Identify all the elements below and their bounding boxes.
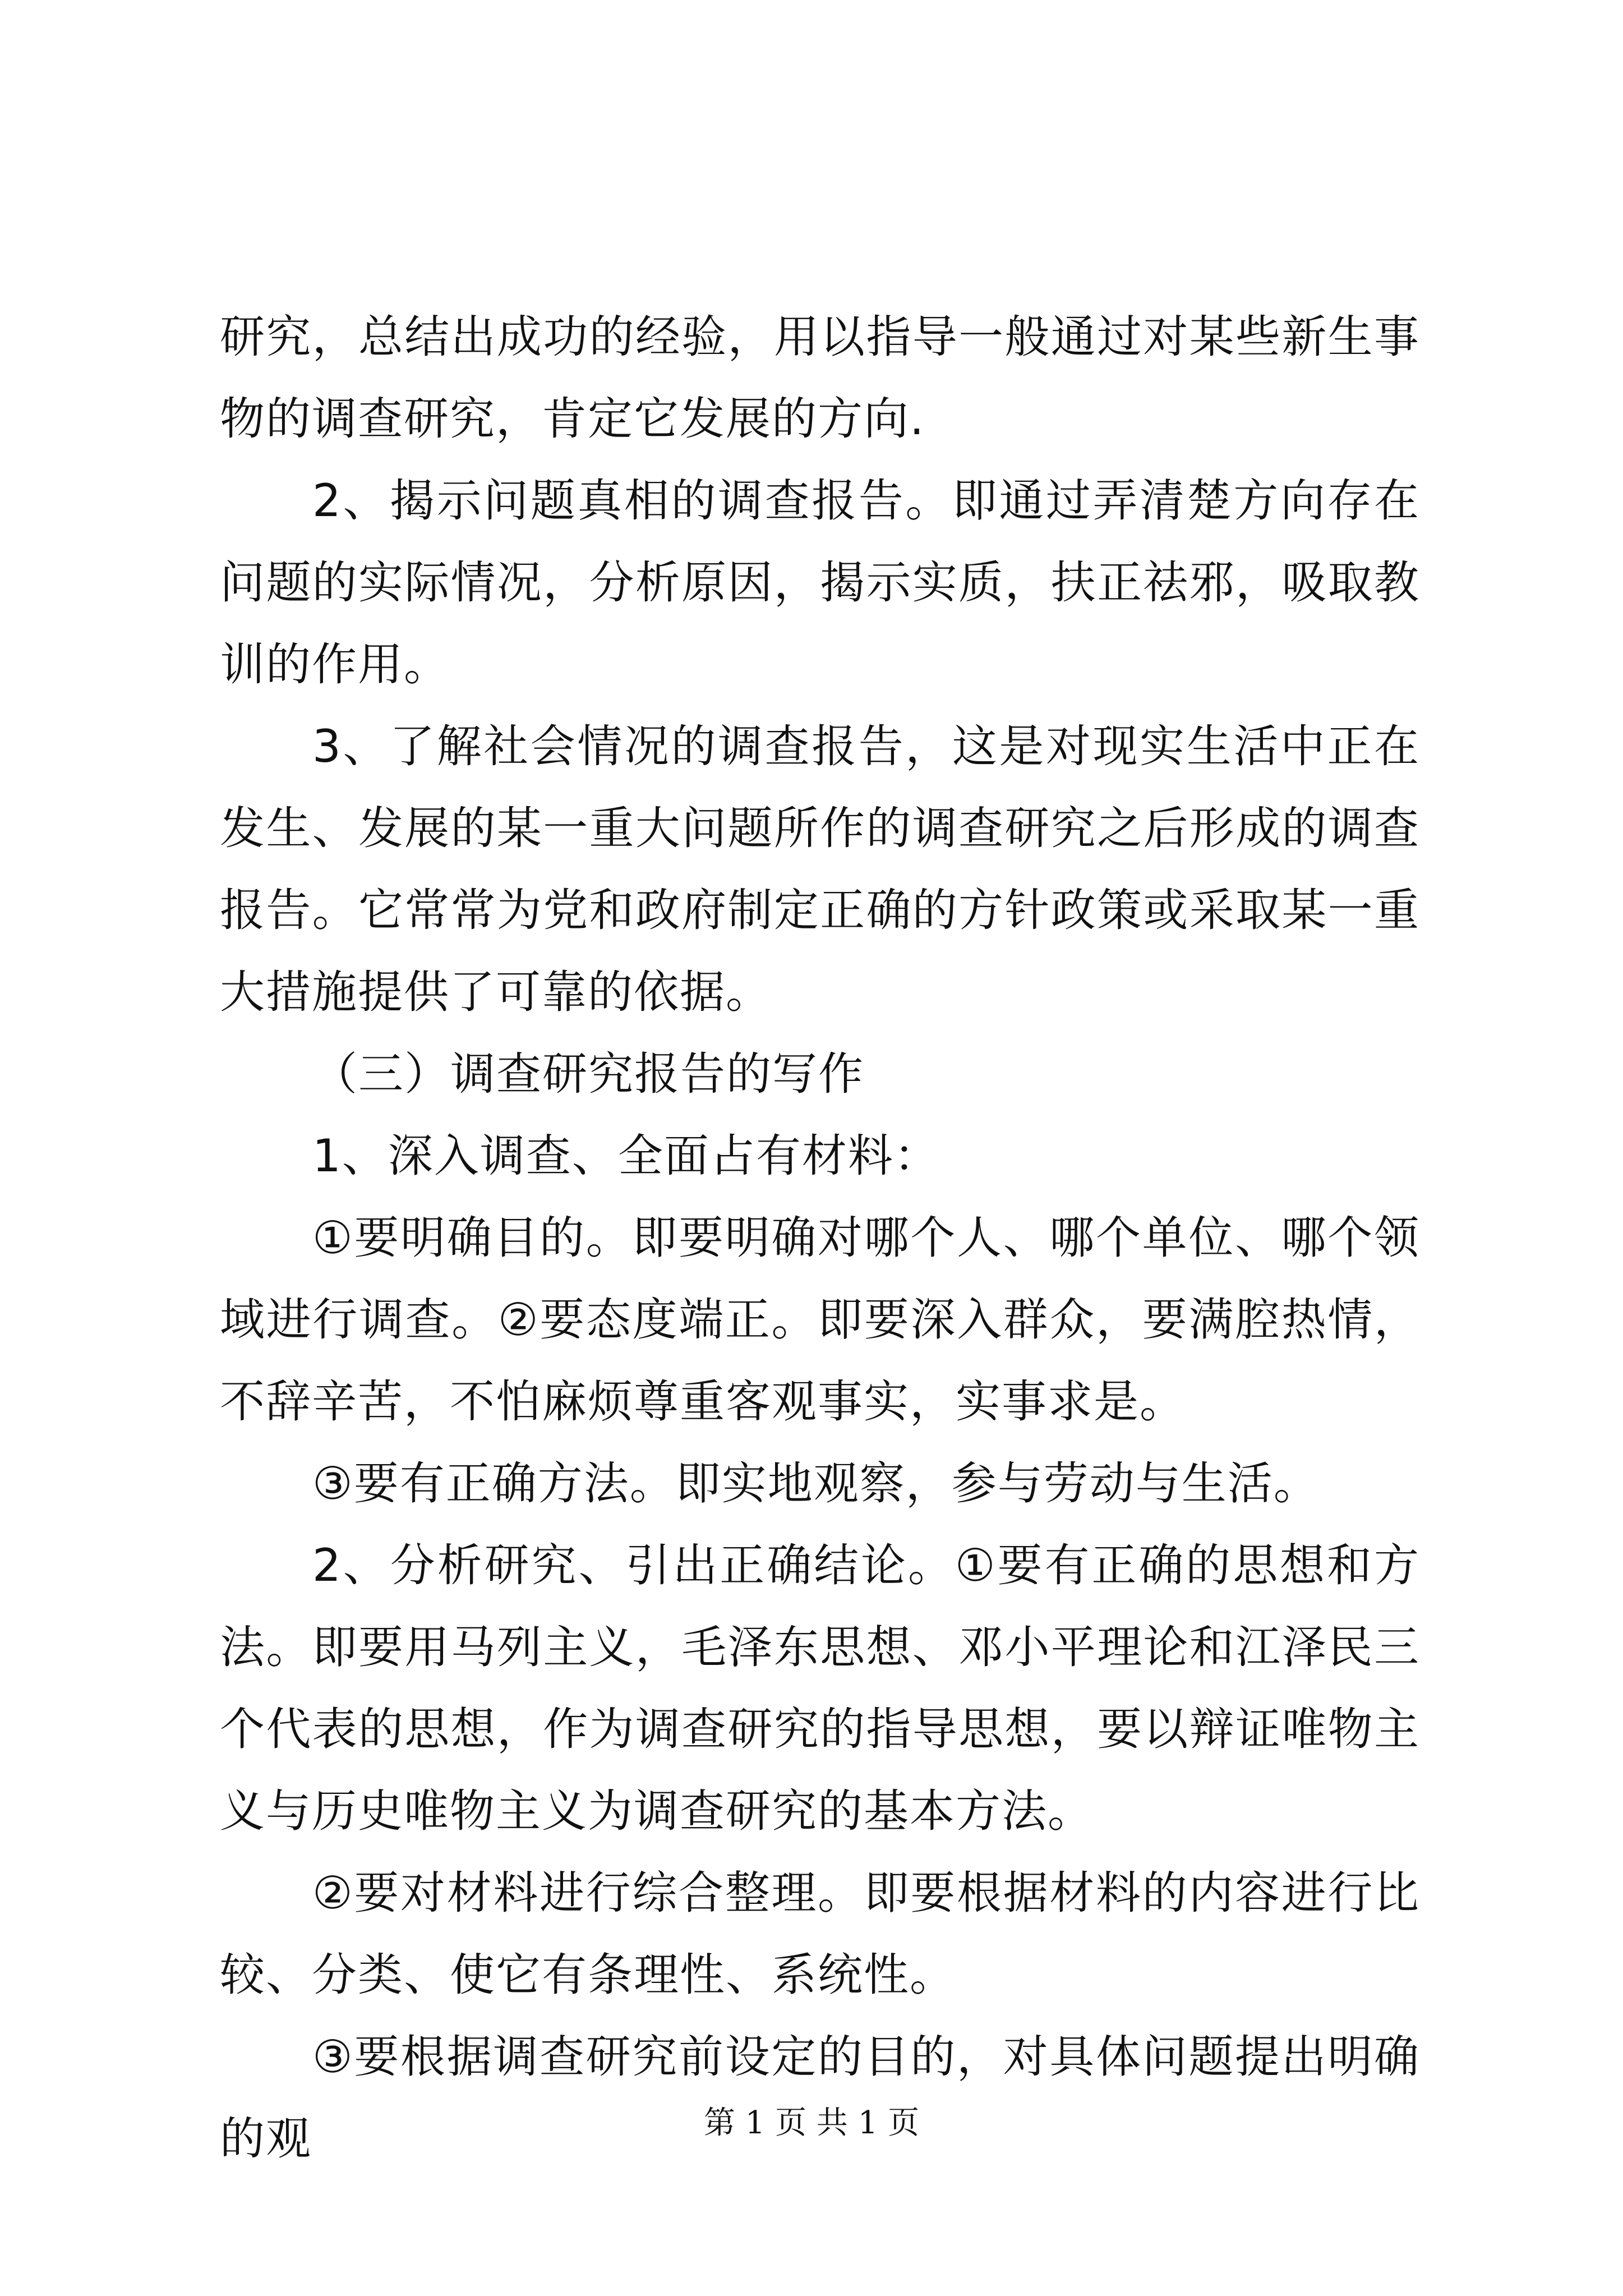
paragraph-3: 3、了解社会情况的调查报告，这是对现实生活中正在发生、发展的某一重大问题所作的调查研究之后形成的调查报告。它常常为党和政府制定正确的方针政策或采取某一重大措施提供了可靠的依据。 [220,720,1420,1018]
document-body [220,296,1420,2180]
page-number-footer: 第 1 页 共 1 页 [703,2105,920,2141]
paragraph-10: ③要根据调查研究前设定的目的，对具体问题提出明确的观 [220,2031,1420,2165]
paragraph-5: 1、深入调查、全面占有材料： [312,1130,940,1182]
paragraph-1: 研究，总结出成功的经验，用以指导一般通过对某些新生事物的调查研究，肯定它发展的方向. [220,311,1420,445]
paragraph-8: 2、分析研究、引出正确结论。①要有正确的思想和方法。即要用马列主义，毛泽东思想、邓小平理论和江泽民三个代表的思想，作为调查研究的指导思想，要以辩证唯物主义与历史唯物主义为调查研究的基本方法。 [220,1539,1420,1837]
paragraph-7: ③要有正确方法。即实地观察，参与劳动与生活。 [312,1457,1320,1510]
paragraph-9: ②要对材料进行综合整理。即要根据材料的内容进行比较、分类、使它有条理性、系统性。 [220,1867,1420,2001]
section-heading: （三）调查研究报告的写作 [312,1048,864,1100]
paragraph-6: ①要明确目的。即要明确对哪个人、哪个单位、哪个领域进行调查。②要态度端正。即要深入群众，要满腔热情，不辞辛苦，不怕麻烦尊重客观事实，实事求是。 [220,1212,1420,1428]
paragraph-2: 2、揭示问题真相的调查报告。即通过弄清楚方向存在问题的实际情况，分析原因，揭示实质，扶正祛邪，吸取教训的作用。 [220,475,1420,691]
